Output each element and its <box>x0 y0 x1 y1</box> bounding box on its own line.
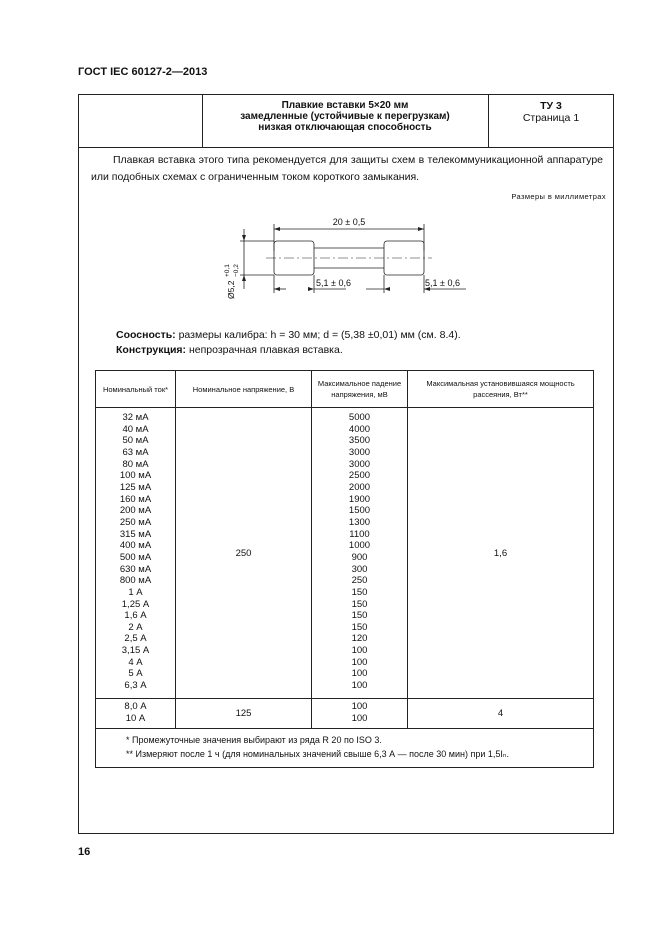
current-value: 800 мА <box>119 575 152 587</box>
current-value: 50 мА <box>122 435 149 447</box>
current-value: 3,15 А <box>121 645 150 657</box>
coaxiality-text: размеры калибра: h = 30 мм; d = (5,38 ±0,01) мм (см. 8.4). <box>178 329 461 341</box>
title-line: замедленные (устойчивые к перегрузкам) <box>240 111 450 122</box>
voltage-cell: 125 <box>176 699 312 729</box>
voltage-drop-value: 2000 <box>348 481 371 493</box>
voltage-drop-value: 100 <box>351 645 368 657</box>
header-power: Максимальная установившаяся мощность рассеяния, Вт** <box>408 371 594 408</box>
voltage-drop-value: 1100 <box>349 528 370 540</box>
voltage-drop-value: 1000 <box>348 540 371 552</box>
current-value: 5 А <box>128 668 143 680</box>
current-value: 80 мА <box>122 458 149 470</box>
voltage-drop-value: 5000 <box>348 412 371 423</box>
voltage-drop-value: 150 <box>351 621 368 633</box>
current-value: 200 мА <box>119 505 152 517</box>
construction-label: Конструкция: <box>116 344 187 356</box>
current-value: 125 мА <box>119 481 152 493</box>
title-line: низкая отключающая способность <box>258 122 432 133</box>
construction-text: непрозрачная плавкая вставка. <box>188 344 343 356</box>
table-note: ** Измеряют после 1 ч (для номинальных значений свыше 6,3 А — после 30 мин) при 1,5Iₙ. <box>126 749 509 759</box>
voltage-drop-list <box>312 408 408 699</box>
voltage-drop-value: 120 <box>351 633 368 645</box>
current-value: 1 А <box>128 586 143 598</box>
header-blank-cell <box>79 95 203 147</box>
table-row <box>96 699 594 729</box>
diameter-tolerance-lower: −0,2 <box>233 264 240 277</box>
table-note: * Промежуточные значения выбирают из ряда R 20 по ISO 3. <box>126 735 382 745</box>
header-voltage: Номинальное напряжение, В <box>176 371 312 408</box>
current-value: 1,25 А <box>121 598 150 610</box>
header-title <box>202 95 489 147</box>
header-sheet-info <box>489 95 613 147</box>
document-code: ГОСТ IEC 60127-2—2013 <box>78 66 208 78</box>
current-value: 8,0 А <box>124 701 147 712</box>
voltage-drop-value: 2500 <box>348 470 371 482</box>
current-value: 100 мА <box>119 470 152 482</box>
voltage-drop-value: 150 <box>351 598 368 610</box>
current-list <box>96 408 176 699</box>
current-value: 400 мА <box>119 540 152 552</box>
current-list <box>96 699 176 729</box>
diameter-dimension-label: Ø5,2 <box>226 280 236 299</box>
diameter-tolerance-upper: +0,1 <box>224 264 231 277</box>
current-value: 1,6 А <box>124 610 147 622</box>
voltage-drop-value: 100 <box>351 701 368 712</box>
voltage-drop-value: 1900 <box>348 493 371 505</box>
left-cap-dimension-label: 5,1 ± 0,6 <box>316 278 351 288</box>
current-value: 10 А <box>125 712 146 724</box>
voltage-drop-value: 900 <box>351 551 368 563</box>
coaxiality-label: Соосность: <box>116 329 176 341</box>
current-value: 2,5 А <box>124 633 147 645</box>
table-header-row <box>96 371 594 408</box>
intro-paragraph: Плавкая вставка этого типа рекомендуется для защиты схем в телекоммуникационной аппаратуре или подобных схемах с ограниченным током короткого замыкания. <box>91 154 603 183</box>
current-value: 32 мА <box>122 412 149 423</box>
voltage-drop-value: 100 <box>351 668 368 680</box>
voltage-drop-value: 4000 <box>348 423 371 435</box>
page-label: Страница 1 <box>522 112 580 124</box>
voltage-cell: 250 <box>176 408 312 699</box>
voltage-drop-value: 100 <box>351 712 368 724</box>
current-value: 4 А <box>128 656 143 668</box>
current-value: 250 мА <box>119 516 152 528</box>
voltage-drop-list <box>312 699 408 729</box>
current-value: 630 мА <box>119 563 152 575</box>
voltage-drop-value: 100 <box>351 680 368 692</box>
current-value: 500 мА <box>119 551 152 563</box>
current-value: 63 мА <box>122 446 149 458</box>
current-value: 40 мА <box>122 423 149 435</box>
page-frame <box>78 94 614 834</box>
units-note: Размеры в миллиметрах <box>511 192 606 201</box>
length-dimension-label: 20 ± 0,5 <box>332 217 366 227</box>
sheet-header <box>79 95 613 148</box>
current-value: 160 мА <box>119 493 152 505</box>
power-cell: 1,6 <box>408 408 594 699</box>
ratings-table <box>95 370 594 768</box>
table-notes-row <box>96 729 594 768</box>
page-number: 16 <box>78 846 91 858</box>
current-value: 6,3 А <box>124 680 147 692</box>
table-row <box>96 408 594 699</box>
header-current: Номинальный ток* <box>96 371 176 408</box>
voltage-drop-value: 1300 <box>348 516 371 528</box>
coaxiality-line <box>116 329 461 341</box>
current-value: 2 А <box>128 621 143 633</box>
voltage-drop-value: 100 <box>351 656 368 668</box>
voltage-drop-value: 150 <box>351 586 368 598</box>
voltage-drop-value: 250 <box>351 575 368 587</box>
construction-line <box>116 344 343 356</box>
current-value: 315 мА <box>119 528 152 540</box>
voltage-drop-value: 3000 <box>348 446 371 458</box>
voltage-drop-value: 3500 <box>348 435 371 447</box>
right-cap-dimension-label: 5,1 ± 0,6 <box>425 278 460 288</box>
voltage-drop-value: 150 <box>351 610 368 622</box>
voltage-drop-value: 1500 <box>348 505 371 517</box>
power-cell: 4 <box>408 699 594 729</box>
header-voltage-drop: Максимальное падение напряжения, мВ <box>312 371 408 408</box>
voltage-drop-value: 300 <box>351 563 368 575</box>
title-line: Плавкие вставки 5×20 мм <box>281 100 409 111</box>
voltage-drop-value: 3000 <box>348 458 371 470</box>
table-notes <box>96 729 594 768</box>
fuse-dimension-drawing <box>216 207 496 317</box>
sheet-code: ТУ 3 <box>540 100 562 112</box>
